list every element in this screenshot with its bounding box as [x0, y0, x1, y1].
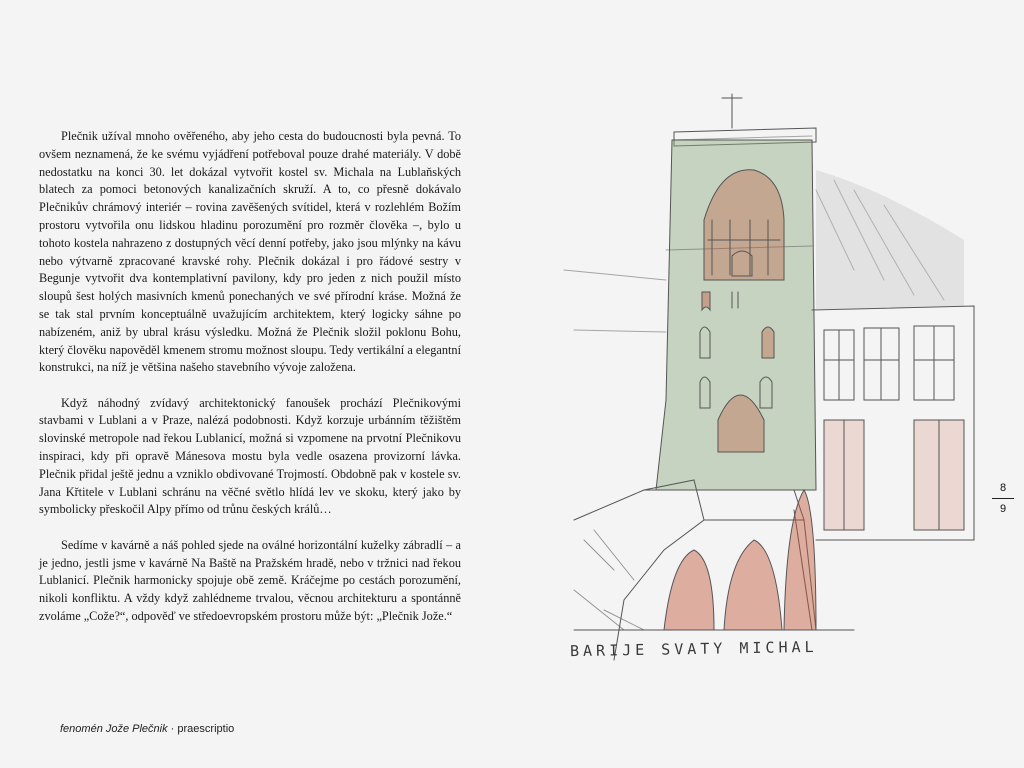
footer-series: fenomén Jože Plečnik — [60, 723, 168, 735]
running-footer — [60, 723, 234, 735]
sketch-caption: BARIJE SVATY MICHAL — [569, 637, 818, 661]
footer-section: praescriptio — [177, 723, 235, 735]
left-page-number: 8 — [999, 482, 1007, 494]
right-page-number: 9 — [999, 503, 1007, 515]
church-tower-sketch — [554, 70, 994, 710]
paragraph-3: Sedíme v kavárně a náš pohled sjede na oválné horizontální kuželky zábradlí – a je jedno, jestli jsme v kavárně Na Baště na Pražském hradě, nebo v tržnici nad řekou Lublanicí. Plečnik harmonicky spojuje obě země. Kráčejme po cestách porozumění, nikoli konfliktu. A vždy když zahlédneme trvalou, věcnou architekturu a spontánně zvoláme „Cože?“, odpověď ve středoevropském prostoru může být: „Plečnik Jože.“ — [39, 537, 461, 623]
entrance-arches — [664, 490, 816, 630]
footer-separator: · — [167, 723, 178, 735]
article-text — [39, 128, 461, 643]
folio-divider — [992, 498, 1014, 499]
paragraph-2: Když náhodný zvídavý architektonický fanoušek prochází Plečnikovými stavbami v Lublani a v Praze, nalézá podobnosti. Když korzuje urbánním těžištěm slovinské metropole nad řekou Lublanicí, možná si vzpomene na prvotní Plečnikovu inspiraci, kdy při opravě Mánesova mostu byla vedle osazena provizorní lávka. Plečnik přidal ještě jednu a vzniklo obdivované Trojmostí. Obdobně pak v kostele sv. Jana Křtitele v Lublani schránu na věčné světlo hlídá lev ve skoku, který jako by symbolicky přeskočil Alpy přímo od trůnu českých králů… — [39, 395, 461, 517]
paragraph-1: Plečnik užíval mnoho ověřeného, aby jeho cesta do budoucnosti byla pevná. To ovšem neznamená, že ke svému vyjádření potřeboval pouze drahé materiály. V době nedostatku na konci 30. let dokázal vytvořit kostel sv. Michala na Lublaňských blatech za pomoci betonových kanalizačních skruží. A to, co přesně dokávalo Plečnikův chrámový interiér – rovina zavěšených svítidel, která v rozlehlém Božím prostoru vytvořila onu lidskou hladinu porozumění pro rozměr člověka –, bylo u tohoto kostela nahrazeno z dostupných věcí denní potřeby, jako jsou mlýnky na kávu nebo výtvarně zpracované kravské rohy. Plečnik dokázal i pro řádové sestry v Begunje vytvořit dva kontemplativní pavilony, kdy pro jeden z nich použil místo sloupů šest holých masivních kmenů ponechaných ve své přírodní kráse. Možná že se tak stal prvním konceptuálně uvažujícím architektem, který logicky sáhne po nabízeném, aniž by ubral krásu výsledku. Možná že Plečnik složil poklonu Bohu, který člověku napověděl kmenem stromu možnost sloupu. Tedy vertikální a elegantní konstrukci, na níž je většina našeho stavebního vývoje založena. — [39, 129, 461, 375]
